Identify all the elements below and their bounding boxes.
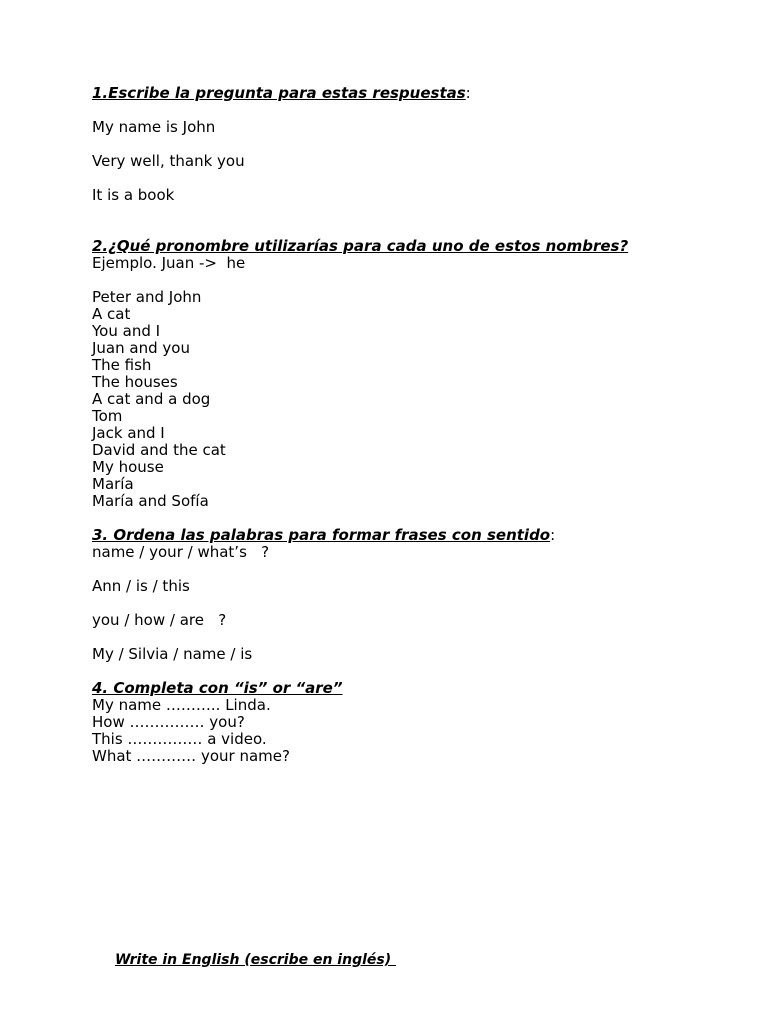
- complete-item: This …………… a video.: [92, 730, 267, 748]
- order-item: Ann / is / this: [92, 577, 190, 595]
- complete-item: My name ……….. Linda.: [92, 696, 271, 714]
- pronoun-item: María and Sofía: [92, 492, 209, 510]
- section-3-title-suffix: :: [550, 526, 556, 544]
- section-2-title: 2.¿Qué pronombre utilizarías para cada uno de estos nombres?: [92, 237, 629, 255]
- pronoun-item: You and I: [92, 322, 161, 340]
- section-2-example: Ejemplo. Juan -> he: [92, 254, 246, 272]
- pronoun-item: A cat: [92, 305, 131, 323]
- answer-3: It is a book: [92, 186, 175, 204]
- order-item: name / your / what’s ?: [92, 543, 270, 561]
- pronoun-item: My house: [92, 458, 164, 476]
- pronoun-item: David and the cat: [92, 441, 226, 459]
- pronoun-item: The fish: [92, 356, 152, 374]
- order-item: My / Silvia / name / is: [92, 645, 253, 663]
- footer-text: Write in English (escribe en inglés): [115, 952, 396, 968]
- pronoun-item: Tom: [92, 407, 123, 425]
- footer-instruction: [115, 952, 396, 969]
- answer-1: My name is John: [92, 118, 216, 136]
- pronoun-item: Juan and you: [92, 339, 190, 357]
- section-3-heading: [92, 527, 732, 544]
- pronoun-item: Jack and I: [92, 424, 165, 442]
- section-1-title-suffix: :: [465, 84, 471, 102]
- section-4-title: 4. Completa con “is” or “are”: [92, 679, 343, 697]
- section-1-heading: [92, 85, 732, 102]
- order-item: you / how / are ?: [92, 611, 227, 629]
- worksheet: [92, 85, 732, 765]
- section-1-title: 1.Escribe la pregunta para estas respuestas: [92, 84, 466, 102]
- section-3-title: 3. Ordena las palabras para formar frases con sentido: [92, 526, 551, 544]
- pronoun-item: The houses: [92, 373, 178, 391]
- pronoun-item: María: [92, 475, 134, 493]
- pronoun-item: A cat and a dog: [92, 390, 211, 408]
- pronoun-item: Peter and John: [92, 288, 202, 306]
- complete-item: What ………… your name?: [92, 747, 290, 765]
- answer-2: Very well, thank you: [92, 152, 245, 170]
- complete-item: How …………… you?: [92, 713, 245, 731]
